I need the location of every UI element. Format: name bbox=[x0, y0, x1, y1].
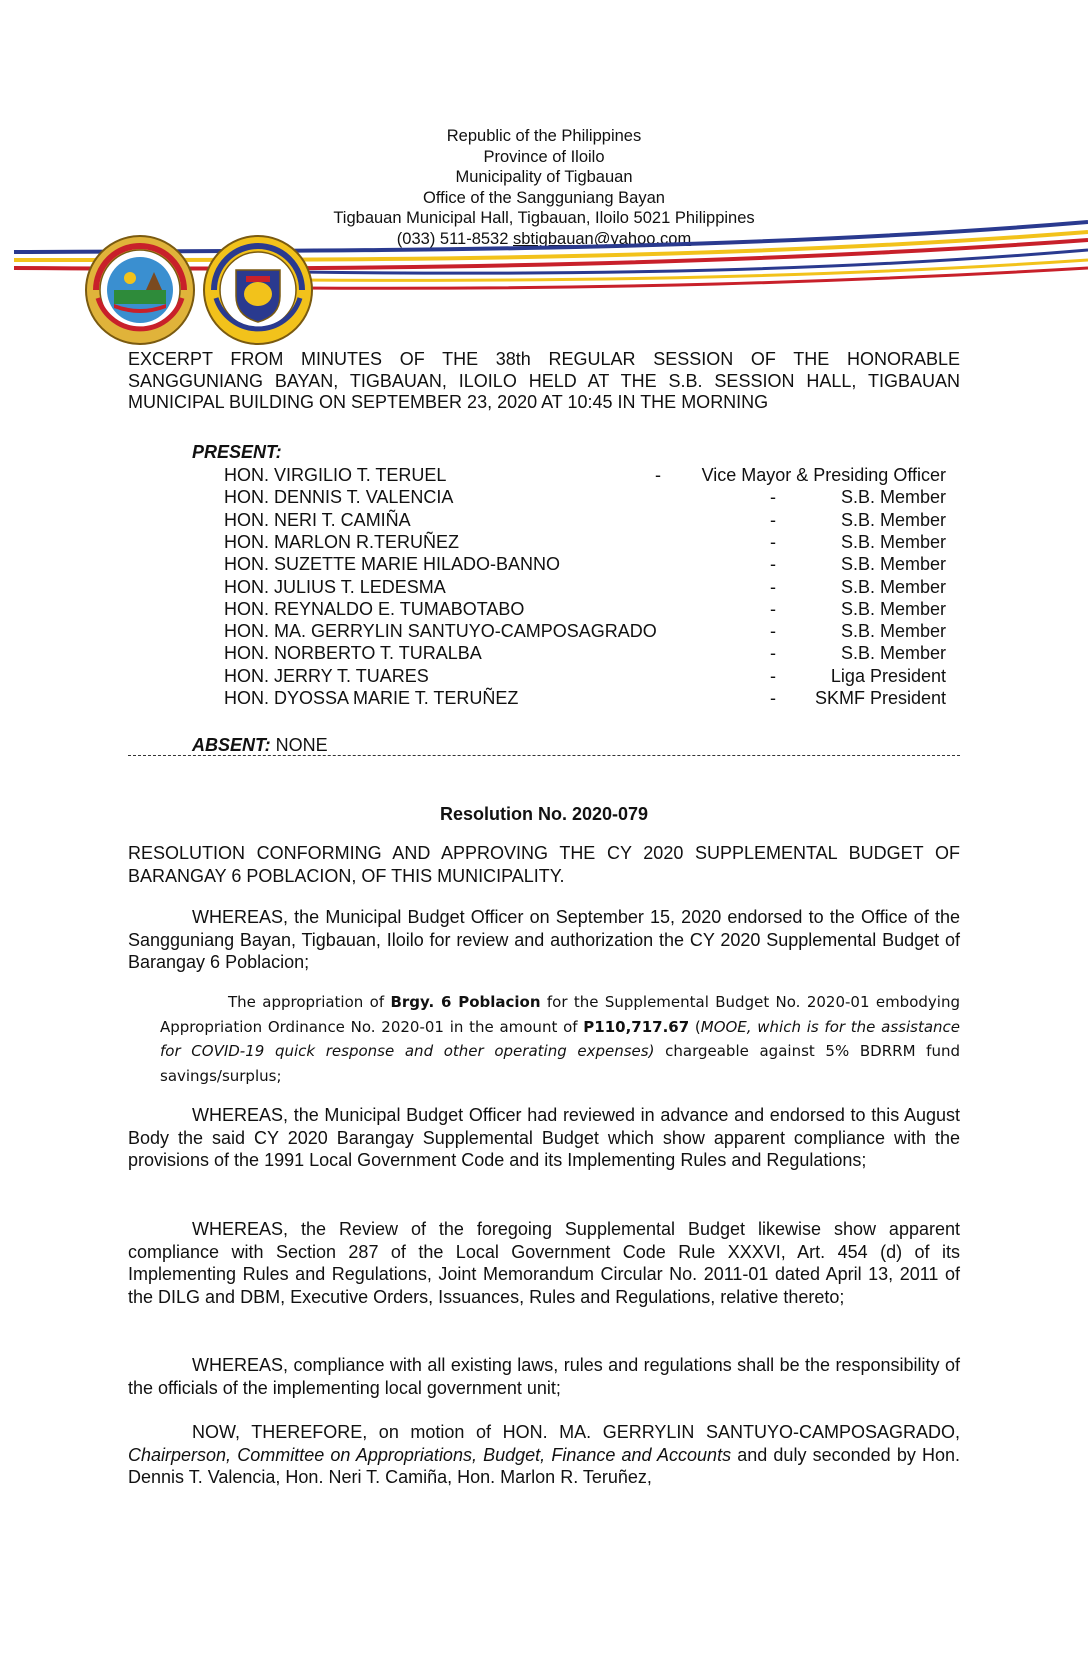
attendee-role: SKMF President bbox=[814, 688, 946, 708]
attendee-row bbox=[0, 643, 1088, 665]
municipality-seal-logo bbox=[84, 234, 196, 346]
attendee-name: HON. MARLON R.TERUÑEZ bbox=[224, 531, 460, 552]
attendee-row bbox=[0, 621, 1088, 643]
attendee-name: HON. REYNALDO E. TUMABOTABO bbox=[224, 598, 525, 619]
appropriation-amount: P110,717.67 bbox=[583, 1017, 690, 1036]
attendee-name: HON. SUZETTE MARIE HILADO-BANNO bbox=[224, 554, 561, 575]
now-committee: Chairperson, Committee on Appropriations, Budget, Finance and Accounts bbox=[128, 1444, 732, 1465]
attendee-dash: - bbox=[770, 665, 776, 686]
resolution-number: Resolution No. 2020-079 bbox=[439, 804, 649, 824]
attendee-dash: - bbox=[770, 554, 776, 575]
attendee-row bbox=[0, 666, 1088, 688]
attendee-name: HON. MA. GERRYLIN SANTUYO-CAMPOSAGRADO bbox=[224, 621, 657, 642]
attendee-role: S.B. Member bbox=[840, 598, 946, 619]
appropriation-barangay: Brgy. 6 Poblacion bbox=[390, 993, 541, 1011]
attendee-dash: - bbox=[655, 465, 661, 485]
appropriation-paragraph bbox=[160, 990, 960, 1088]
attendee-role: S.B. Member bbox=[840, 531, 946, 552]
resolution-title: RESOLUTION CONFORMING AND APPROVING THE CY 2020 SUPPLEMENTAL BUDGET OF BARANGAY 6 POBLACION, OF THIS MUNICIPALITY. bbox=[128, 843, 960, 886]
whereas-paragraph-4: WHEREAS, compliance with all existing laws, rules and regulations shall be the responsibility of the officials of the implementing local government unit; bbox=[128, 1355, 960, 1398]
attendee-row bbox=[0, 465, 1088, 487]
attendee-role: S.B. Member bbox=[840, 643, 946, 664]
now-text-2: and duly seconded by Hon. Dennis T. Valencia, Hon. Neri T. Camiña, Hon. Marlon R. Teruñez, bbox=[128, 1444, 961, 1487]
attendee-name: HON. DENNIS T. VALENCIA bbox=[224, 487, 454, 508]
attendee-row bbox=[0, 510, 1088, 532]
header-line-office: Office of the Sangguniang Bayan bbox=[423, 188, 665, 207]
present-label: PRESENT: bbox=[192, 442, 282, 462]
attendee-dash: - bbox=[770, 509, 776, 530]
attendee-name: HON. VIRGILIO T. TERUEL bbox=[224, 465, 447, 485]
absent-line bbox=[192, 735, 328, 756]
header-line-province: Province of Iloilo bbox=[483, 147, 605, 166]
attendee-name: HON. JULIUS T. LEDESMA bbox=[224, 576, 446, 597]
header-line-address: Tigbauan Municipal Hall, Tigbauan, Iloilo 5021 Philippines bbox=[333, 209, 755, 227]
absent-label: ABSENT: bbox=[192, 735, 271, 755]
header-line-republic: Republic of the Philippines bbox=[446, 127, 642, 145]
attendee-row bbox=[0, 554, 1088, 576]
attendee-row bbox=[0, 577, 1088, 599]
attendee-name: HON. DYOSSA MARIE T. TERUÑEZ bbox=[224, 688, 519, 708]
attendee-dash: - bbox=[770, 621, 776, 642]
attendee-row bbox=[0, 599, 1088, 621]
attendee-dash: - bbox=[770, 576, 776, 597]
appropriation-purpose: MOOE, which is for the assistance for COVID-19 quick response and other operating expenses) bbox=[160, 1017, 961, 1060]
attendee-role: S.B. Member bbox=[840, 554, 946, 575]
now-therefore-paragraph bbox=[128, 1421, 960, 1489]
attendee-role: Liga President bbox=[830, 665, 946, 686]
attendee-dash: - bbox=[770, 531, 776, 552]
header-email-link[interactable]: sbtigbauan@yahoo.com bbox=[513, 229, 692, 248]
attendee-dash: - bbox=[770, 598, 776, 619]
absent-value: NONE bbox=[270, 735, 328, 755]
attendee-row bbox=[0, 487, 1088, 509]
appropriation-text-3: ( bbox=[689, 1017, 701, 1036]
attendee-role: S.B. Member bbox=[840, 509, 946, 530]
appropriation-text-1: The appropriation of bbox=[228, 993, 391, 1011]
attendee-dash: - bbox=[770, 688, 776, 708]
attendee-role: S.B. Member bbox=[840, 576, 946, 597]
dashed-divider bbox=[128, 755, 960, 756]
header-line-municipality: Municipality of Tigbauan bbox=[455, 168, 633, 186]
attendee-name: HON. JERRY T. TUARES bbox=[224, 665, 429, 686]
attendee-dash: - bbox=[770, 487, 776, 508]
whereas-paragraph-2: WHEREAS, the Municipal Budget Officer had reviewed in advance and endorsed to this August Body the said CY 2020 Barangay Supplemental Budget which show apparent compliance with the provisions of the 1991 Local Government Code and its Implementing Rules and Regulations; bbox=[128, 1105, 960, 1170]
attendee-dash: - bbox=[770, 643, 776, 664]
attendee-role: S.B. Member bbox=[840, 487, 946, 508]
attendee-row bbox=[0, 532, 1088, 554]
whereas-paragraph-1: WHEREAS, the Municipal Budget Officer on September 15, 2020 endorsed to the Office of the Sangguniang Bayan, Tigbauan, Iloilo for review and authorization the CY 2020 Supplemental Budget of Barangay 6 Poblacion; bbox=[128, 907, 960, 972]
attendee-name: HON. NORBERTO T. TURALBA bbox=[224, 643, 482, 664]
attendee-name: HON. NERI T. CAMIÑA bbox=[224, 509, 411, 530]
sangguniang-bayan-seal-logo bbox=[202, 234, 314, 346]
excerpt-heading: EXCERPT FROM MINUTES OF THE 38th REGULAR SESSION OF THE HONORABLE SANGGUNIANG BAYAN, TIGBAUAN, ILOILO HELD AT THE S.B. SESSION HALL, TIGBAUAN MUNICIPAL BUILDING ON SEPTEMBER 23, 2020 AT 10:45 IN THE MORNING bbox=[128, 349, 960, 412]
attendee-role: S.B. Member bbox=[840, 621, 946, 642]
attendee-role: Vice Mayor & Presiding Officer bbox=[701, 465, 946, 485]
whereas-paragraph-3: WHEREAS, the Review of the foregoing Supplemental Budget likewise show apparent compliance with Section 287 of the Local Government Code Rule XXXVI, Art. 454 (d) of its Implementing Rules and Regulations, Joint Memorandum Circular No. 2011-01 dated April 13, 2011 of the DILG and DBM, Executive Orders, Issuances, Rules and Regulations, relative thereto; bbox=[128, 1219, 960, 1307]
appropriation-text-4: chargeable against 5% BDRRM fund savings/surplus; bbox=[160, 1042, 960, 1085]
header-phone: (033) 511-8532 bbox=[396, 229, 509, 248]
now-text-1: NOW, THEREFORE, on motion of HON. MA. GERRYLIN SANTUYO-CAMPOSAGRADO, bbox=[192, 1422, 960, 1442]
appropriation-text-2: for the Supplemental Budget No. 2020-01 embodying Appropriation Ordinance No. 2020-01 in the amount of bbox=[160, 993, 960, 1036]
attendee-row bbox=[0, 688, 1088, 710]
